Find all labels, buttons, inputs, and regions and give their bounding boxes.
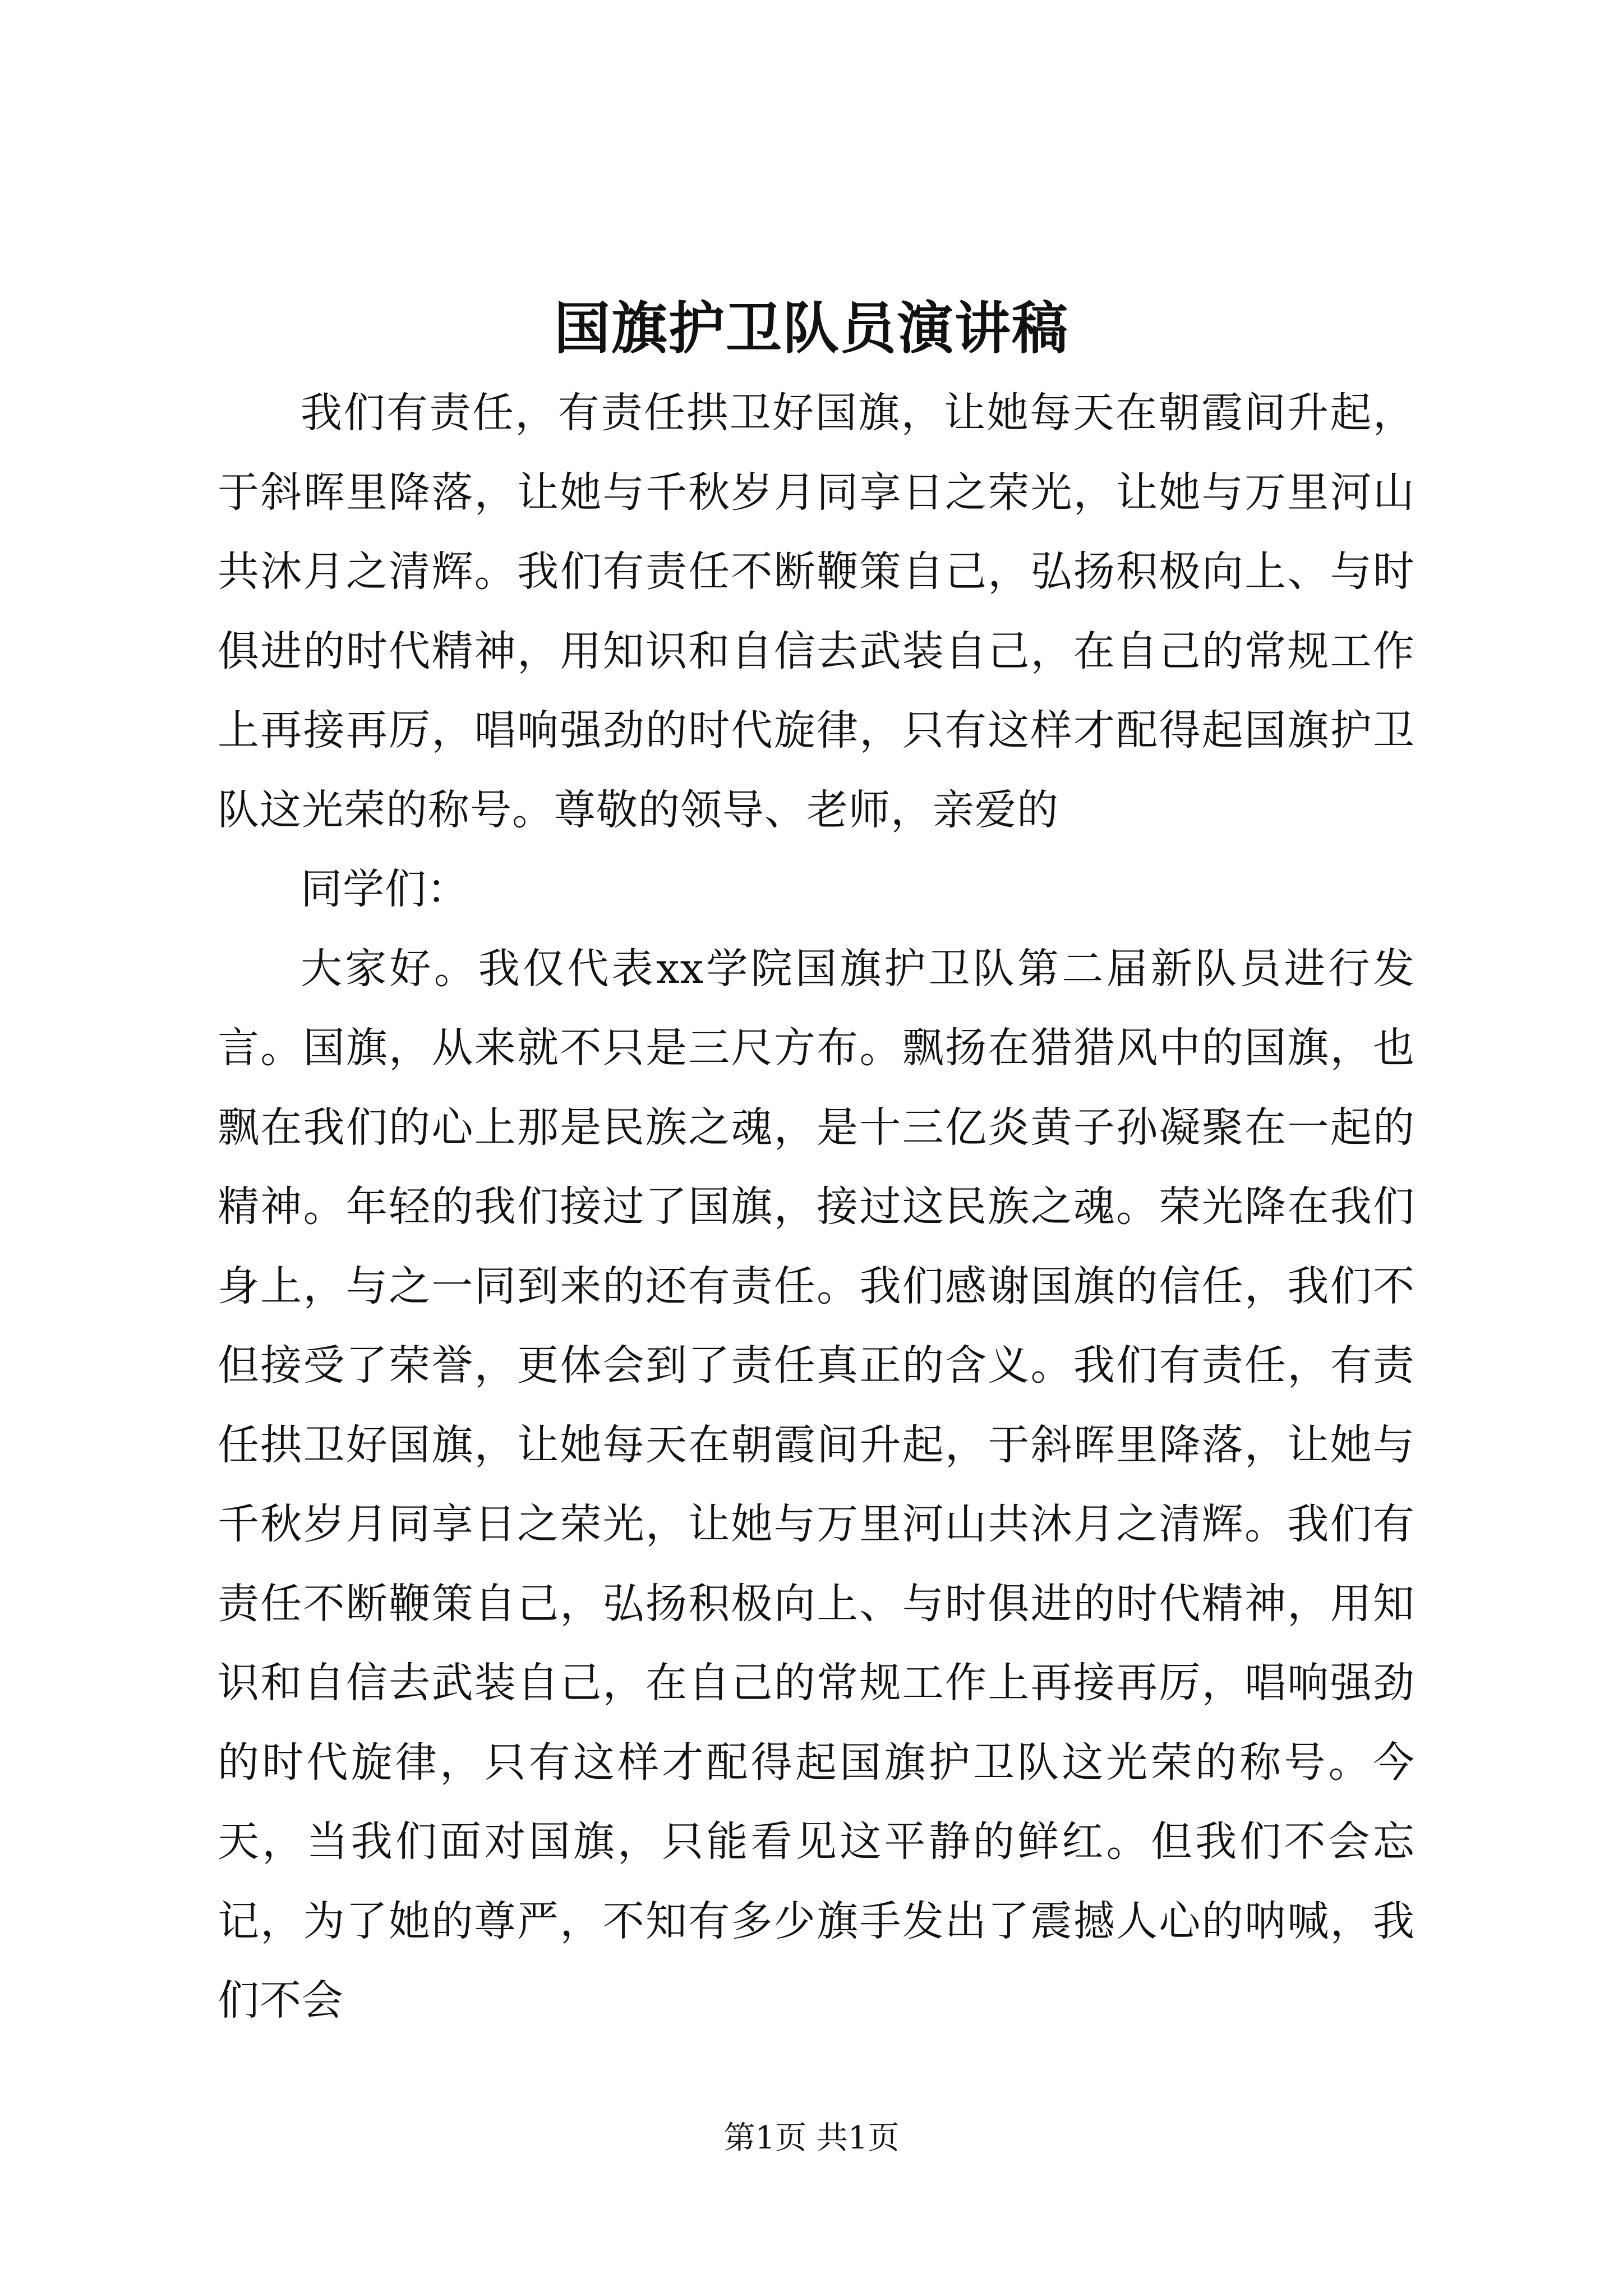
document-body — [218, 374, 1415, 2041]
page-footer: 第1页 共1页 — [723, 2120, 900, 2156]
paragraph-3: 大家好。我仅代表xx学院国旗护卫队第二届新队员进行发言。国旗，从来就不只是三尺方布。飘扬在猎猎风中的国旗，也飘在我们的心上那是民族之魂，是十三亿炎黄子孙凝聚在一起的精神。年轻的我们接过了国旗，接过这民族之魂。荣光降在我们身上，与之一同到来的还有责任。我们感谢国旗的信任，我们不但接受了荣誉，更体会到了责任真正的含义。我们有责任，有责任拱卫好国旗，让她每天在朝霞间升起，于斜晖里降落，让她与千秋岁月同享日之荣光，让她与万里河山共沐月之清辉。我们有责任不断鞭策自己，弘扬积极向上、与时俱进的时代精神，用知识和自信去武装自己，在自己的常规工作上再接再厉，唱响强劲的时代旋律，只有这样才配得起国旗护卫队这光荣的称号。今天，当我们面对国旗，只能看见这平静的鲜红。但我们不会忘记，为了她的尊严，不知有多少旗手发出了震撼人心的呐喊，我们不会 — [218, 944, 1415, 2024]
paragraph-2: 同学们： — [301, 865, 469, 913]
document-title: 国旗护卫队员演讲稿 — [554, 295, 1069, 361]
paragraph-1: 我们有责任，有责任拱卫好国旗，让她每天在朝霞间升起，于斜晖里降落，让她与千秋岁月同享日之荣光，让她与万里河山共沐月之清辉。我们有责任不断鞭策自己，弘扬积极向上、与时俱进的时代精神，用知识和自信去武装自己，在自己的常规工作上再接再厉，唱响强劲的时代旋律，只有这样才配得起国旗护卫队这光荣的称号。尊敬的领导、老师，亲爱的 — [218, 389, 1415, 834]
